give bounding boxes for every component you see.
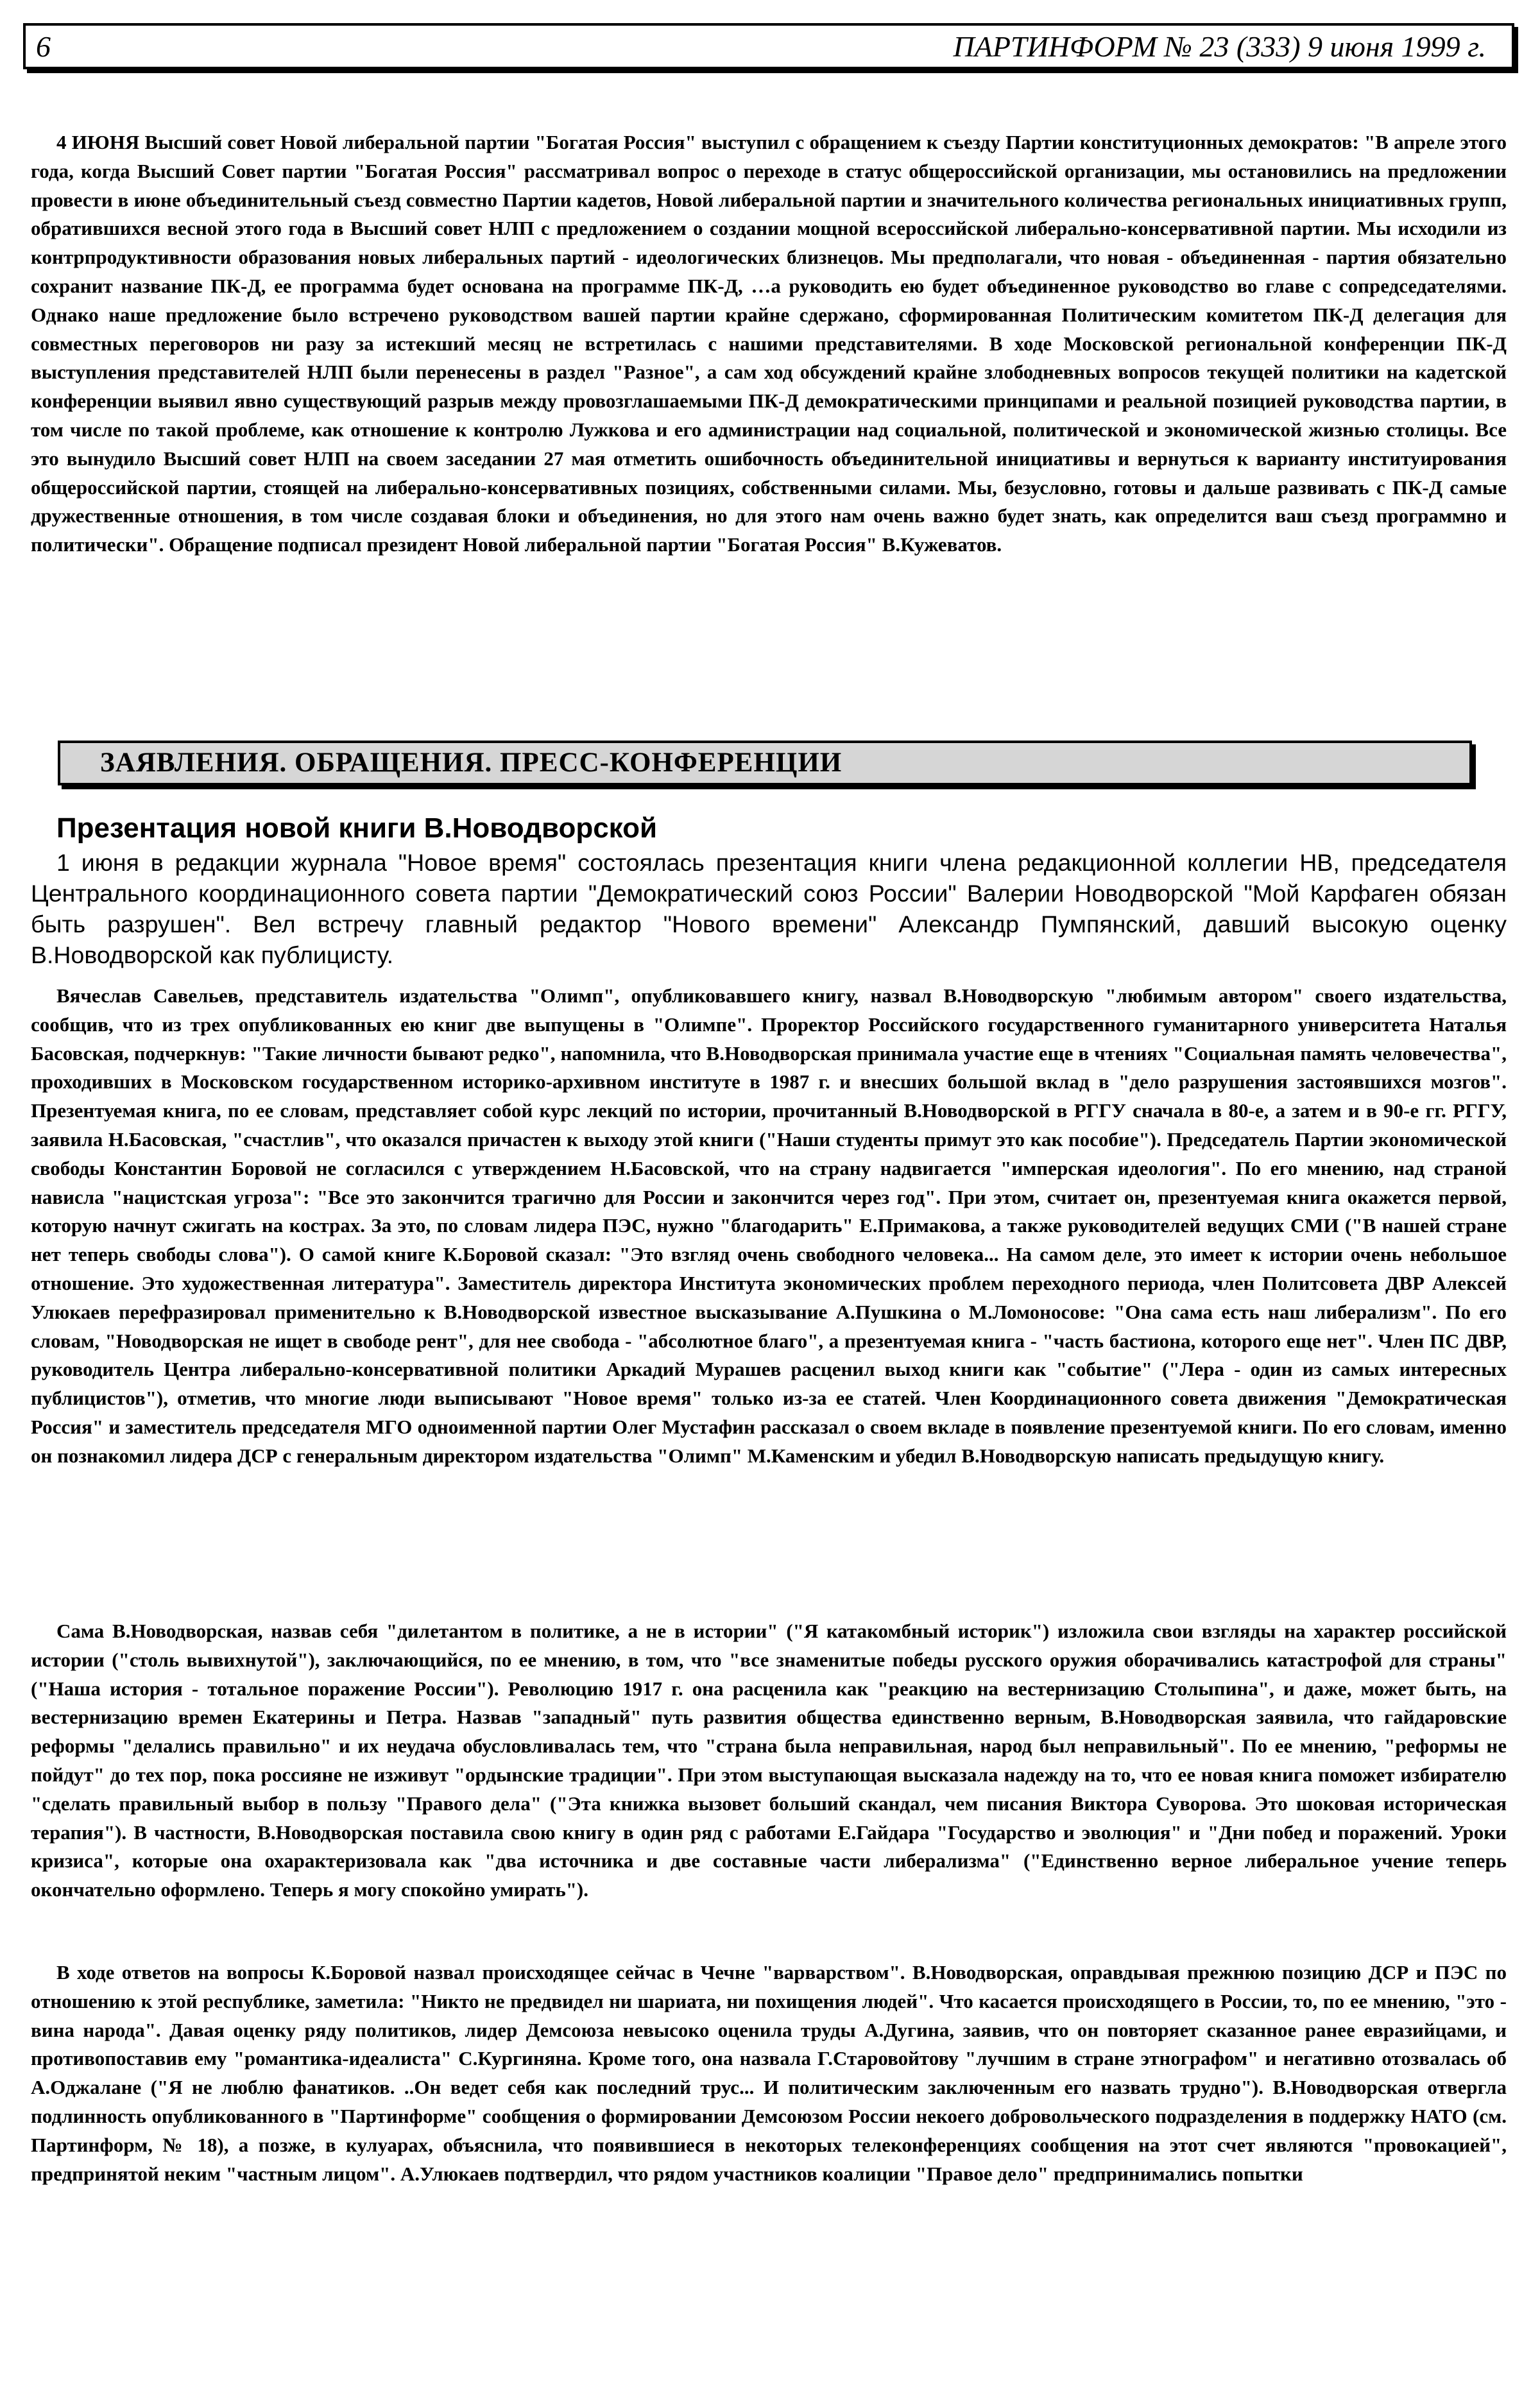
page-number: 6: [36, 30, 51, 63]
article-paragraph: Вячеслав Савельев, представитель издательства "Олимп", опубликовавшего книгу, назвал В.Новодворскую "любимым автором" своего издательства, сообщив, что из трех опубликованных ею книг две выпущены в "Олимпе". Проректор Российского государственного гуманитарного университета Наталья Басовская, подчеркнув: "Такие личности бывают редко", напомнила, что В.Новодворская принимала участие еще в чтениях "Социальная память человечества", проходивших в Московском государственном историко-архивном институте в 1987 г. и внесших большой вклад в "дело разрушения застоявшихся мозгов". Презентуемая книга, по ее словам, представляет собой курс лекций по истории, прочитанный В.Новодворской в РГГУ сначала в 80-е, а затем и в 90-е гг. РГГУ, заявила Н.Басовская, "счастлив", что оказался причастен к выходу этой книги ("Наши студенты примут это как пособие"). Председатель Партии экономической свободы Константин Боровой не согласился с утверждением Н.Басовской, что на страну надвигается "имперская идеология". По его мнению, над страной нависла "нацистская угроза": "Все это закончится трагично для России и закончится через год". При этом, считает он, презентуемая книга окажется первой, которую начнут сжигать на кострах. За это, по словам лидера ПЭС, нужно "благодарить" Е.Примакова, а также руководителей ведущих СМИ ("В нашей стране нет теперь свободы слова"). О самой книге К.Боровой сказал: "Это взгляд очень свободного человека... На самом деле, это имеет к истории очень небольшое отношение. Это художественная литература". Заместитель директора Института экономических проблем переходного периода, член Политсовета ДВР Алексей Улюкаев перефразировал применительно к В.Новодворской известное высказывание А.Пушкина о М.Ломоносове: "Она сама есть наш либерализм". По его словам, "Новодворская не ищет в свободе рент", для нее свобода - "абсолютное благо", а презентуемая книга - "часть бастиона, которого еще нет". Член ПС ДВР, руководитель Центра либерально-консервативной политики Аркадий Мурашев расценил выход книги как "событие" ("Лера - один из самых интересных публицистов"), отметив, что многие люди выписывают "Новое время" только из-за ее статей. Член Координационного совета движения "Демократическая Россия" и заместитель председателя МГО одноименной партии Олег Мустафин рассказал о своем вкладе в появление презентуемой книги. По его словам, именно он познакомил лидера ДСР с генеральным директором издательства "Олимп" М.Каменским и убедил В.Новодворскую написать предыдущую книгу.: [31, 984, 1507, 1467]
article-title: Презентация новой книги В.Новодворской: [56, 812, 658, 844]
section-heading-bar: [58, 741, 1472, 785]
section-title: ЗАЯВЛЕНИЯ. ОБРАЩЕНИЯ. ПРЕСС-КОНФЕРЕНЦИИ: [100, 748, 843, 778]
article-paragraph: В ходе ответов на вопросы К.Боровой назвал происходящее сейчас в Чечне "варварством". В.Новодворская, оправдывая прежнюю позицию ДСР и ПЭС по отношению к этой республике, заметила: "Никто не предвидел ни шариата, ни похищения людей". Что касается происходящего в России, то, по ее мнению, "это - вина народа". Давая оценку ряду политиков, лидер Демсоюза невысоко оценила труды А.Дугина, заявив, что он повторяет сказанное ранее евразийцами, и противопоставив ему "романтика-идеалиста" С.Кургиняна. Кроме того, она назвала Г.Старовойтову "лучшим в стране этнографом" и негативно отозвалась об А.Оджалане ("Я не люблю фанатиков. ..Он ведет себя как последний трус... И политическим заключенным его назвать трудно"). В.Новодворская отвергла подлинность опубликованного в "Партинформе" сообщения о формировании Демсоюзом России некоего добровольческого подразделения в поддержку НАТО (см. Партинформ, № 18), а позже, в кулуарах, объяснила, что появившиеся в некоторых телеконференциях сообщения на этот счет являются "провокацией", предпринятой неким "частным лицом". А.Улюкаев подтвердил, что рядом участников коалиции "Правое дело" предпринимались попытки: [31, 1961, 1507, 2185]
news-item-paragraph: 4 ИЮНЯ Высший совет Новой либеральной партии "Богатая Россия" выступил с обращением к съезду Партии конституционных демократов: "В апреле этого года, когда Высший Совет партии "Богатая Россия" рассматривал вопрос о переходе в статус общероссийской организации, мы остановились на предложении провести в июне объединительный съезд совместно Партии кадетов, Новой либеральной партии и значительного количества региональных инициативных групп, обратившихся весной этого года в Высший совет НЛП с предложением о создании мощной всероссийской либерально-консервативной партии. Мы исходили из контрпродуктивности образования новых либеральных партий - идеологических близнецов. Мы предполагали, что новая - объединенная - партия обязательно сохранит название ПК-Д, ее программа будет основана на программе ПК-Д, …а руководить ею будет объединенное руководство во главе с сопредседателями. Однако наше предложение было встречено руководством вашей партии крайне сдержано, сформированная Политическим комитетом ПК-Д делегация для совместных переговоров ни разу за истекший месяц не встретилась с нашими представителями. В ходе Московской региональной конференции ПК-Д выступления представителей НЛП были перенесены в раздел "Разное", а сам ход обсуждений крайне злободневных вопросов текущей политики на кадетской конференции выявил явно существующий разрыв между провозглашаемыми ПК-Д демократическими принципами и реальной позицией руководства партии, в том числе по такой проблеме, как отношение к контролю Лужкова и его администрации над социальной, политической и экономической жизнью столицы. Все это вынудило Высший совет НЛП на своем заседании 27 мая отметить ошибочность объединительной инициативы и вернуться к варианту институирования общероссийской партии, стоящей на либерально-консервативных позициях, собственными силами. Мы, безусловно, готовы и дальше развивать с ПК-Д самые дружественные отношения, в том числе создавая блоки и объединения, но для этого нам очень важно будет знать, как определится ваш съезд программно и политически". Обращение подписал президент Новой либеральной партии "Богатая Россия" В.Кужеватов.: [31, 131, 1507, 556]
issue-line: ПАРТИНФОРМ № 23 (333) 9 июня 1999 г.: [953, 30, 1486, 63]
article-paragraph: Сама В.Новодворская, назвав себя "дилетантом в политике, а не в истории" ("Я катакомбный историк") изложила свои взгляды на характер российской истории ("столь вывихнутой"), заключающийся, по ее мнению, в том, что "все знаменитые победы русского оружия оборачивались катастрофой для страны" ("Наша история - тотальное поражение России"). Революцию 1917 г. она расценила как "реакцию на вестернизацию Столыпина", и даже, может быть, на вестернизацию времен Екатерины и Петра. Назвав "западный" путь развития общества единственно верным, В.Новодворская заявила, что гайдаровские реформы "делались правильно" и их неудача обусловливалась тем, что "страна была неправильная, народ был неправильный". По ее мнению, "реформы не пойдут" до тех пор, пока россияне не изживут "ордынские традиции". При этом выступающая высказала надежду на то, что ее новая книга поможет избирателю "сделать правильный выбор в пользу "Правого дела" ("Эта книжка вызовет больший скандал, чем писания Виктора Суворова. Это шоковая историческая терапия"). В частности, В.Новодворская поставила свою книгу в один ряд с работами Е.Гайдара "Государство и эволюция" и "Дни побед и поражений. Уроки кризиса", которые она охарактеризовала как "два источника и две составные части либерализма" ("Единственно верное либеральное учение теперь окончательно оформлено. Теперь я могу спокойно умирать").: [31, 1620, 1507, 1901]
page-header: [23, 23, 1514, 69]
article-lead: 1 июня в редакции журнала "Новое время" состоялась презентация книги члена редакционной коллегии НВ, председателя Центрального координационного совета партии "Демократический союз России" Валерии Новодворской "Мой Карфаген обязан быть разрушен". Вел встречу главный редактор "Нового времени" Александр Пумпянский, давший высокую оценку В.Новодворской как публицисту.: [31, 849, 1507, 968]
